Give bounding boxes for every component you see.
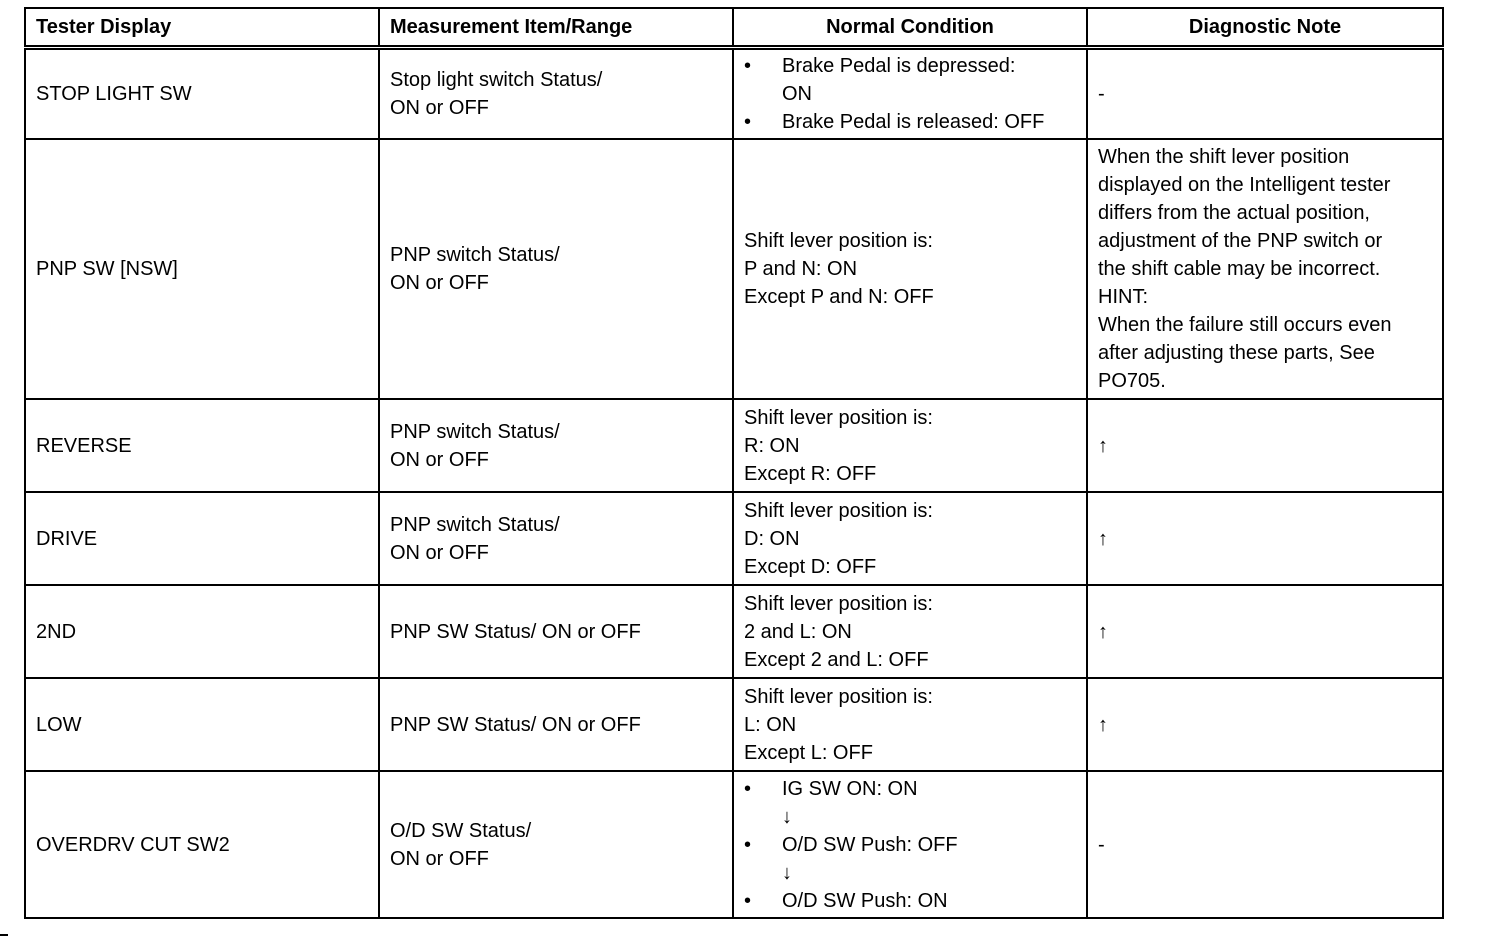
bullet-item [744,831,1076,859]
measurement-line: ON or OFF [390,272,489,294]
measurement-cell [379,492,733,585]
table-row [25,139,1443,399]
tester-display-cell: PNP SW [NSW] [25,139,379,399]
measurement-line: ON or OFF [390,448,489,471]
table-row [25,399,1443,492]
condition-line: IG SW ON: ON [782,777,918,800]
measurement-line: PNP switch Status/ [390,420,560,443]
bullet-icon: • [744,111,752,133]
condition-line: Except P and N: OFF [744,286,934,308]
condition-line: ON [782,83,812,105]
condition-line: Shift lever position is: [744,592,933,615]
condition-line: Shift lever position is: [744,685,933,708]
measurement-cell [379,771,733,918]
table-row [25,585,1443,678]
condition-line: D: ON [744,527,800,550]
measurement-line: ON or OFF [390,541,489,564]
measurement-cell [379,678,733,771]
arrow-down-icon: ↓ [782,861,792,884]
condition-line: Except 2 and L: OFF [744,648,929,671]
diagnostic-note-cell: - [1087,48,1443,140]
measurement-line: O/D SW Status/ [390,819,532,842]
note-line: after adjusting these parts, See [1098,342,1375,364]
note-line: displayed on the Intelligent tester [1098,174,1391,196]
measurement-line: PNP switch Status/ [390,244,560,266]
diagnostic-note-cell [1087,585,1443,678]
table-row [25,492,1443,585]
note-line: the shift cable may be incorrect. [1098,258,1381,280]
tester-display-cell: 2ND [25,585,379,678]
note-line: PO705. [1098,370,1166,392]
header-diagnostic-note: Diagnostic Note [1087,8,1443,48]
note-hint-label: HINT: [1098,286,1148,308]
condition-line: Brake Pedal is depressed: [782,55,1016,77]
page-corner-mark [0,934,8,936]
condition-line: O/D SW Push: OFF [782,833,958,856]
header-tester-display: Tester Display [25,8,379,48]
arrow-down-icon: ↓ [782,805,792,828]
measurement-line: ON or OFF [390,847,489,870]
bullet-item [744,108,1076,136]
bullet-icon: • [744,889,752,912]
diagnostic-table [24,7,1444,919]
bullet-icon: • [744,833,752,856]
condition-line: Shift lever position is: [744,230,933,252]
condition-line: Shift lever position is: [744,406,933,429]
ditto-arrow-up-icon: ↑ [1098,620,1108,643]
normal-condition-cell [733,492,1087,585]
condition-line: Except L: OFF [744,741,873,764]
note-line: When the failure still occurs even [1098,314,1392,336]
diagnostic-note-cell [1087,678,1443,771]
diagnostic-note-cell [1087,492,1443,585]
tester-display-cell: REVERSE [25,399,379,492]
normal-condition-cell [733,585,1087,678]
bullet-item [744,887,1076,915]
bullet-item [744,52,1076,108]
measurement-line: ON or OFF [390,97,489,119]
bullet-icon: • [744,55,752,77]
condition-line: Except R: OFF [744,462,877,485]
header-normal-condition: Normal Condition [733,8,1087,48]
measurement-cell [379,399,733,492]
header-row [25,8,1443,48]
measurement-line: PNP SW Status/ ON or OFF [390,620,641,643]
normal-condition-cell [733,139,1087,399]
tester-display-cell: DRIVE [25,492,379,585]
note-line: differs from the actual position, [1098,202,1370,224]
normal-condition-cell [733,678,1087,771]
condition-line: R: ON [744,434,800,457]
measurement-cell [379,139,733,399]
header-measurement-item: Measurement Item/Range [379,8,733,48]
table-row [25,771,1443,918]
note-line: When the shift lever position [1098,146,1350,168]
diagnostic-note-cell [1087,139,1443,399]
bullet-icon: • [744,777,752,800]
normal-condition-cell [733,771,1087,918]
condition-line: P and N: ON [744,258,858,280]
tester-display-cell: LOW [25,678,379,771]
note-line: adjustment of the PNP switch or [1098,230,1383,252]
ditto-arrow-up-icon: ↑ [1098,434,1108,457]
diagnostic-note-cell: - [1087,771,1443,918]
table-row [25,678,1443,771]
condition-line: Brake Pedal is released: OFF [782,111,1045,133]
measurement-line: PNP SW Status/ ON or OFF [390,713,641,736]
measurement-line: Stop light switch Status/ [390,69,603,91]
normal-condition-cell [733,48,1087,140]
ditto-arrow-up-icon: ↑ [1098,713,1108,736]
bullet-item [744,775,1076,803]
diagnostic-note-cell [1087,399,1443,492]
condition-line: L: ON [744,713,797,736]
measurement-cell [379,585,733,678]
measurement-line: PNP switch Status/ [390,513,560,536]
table-row [25,48,1443,140]
measurement-cell [379,48,733,140]
tester-display-cell: OVERDRV CUT SW2 [25,771,379,918]
ditto-arrow-up-icon: ↑ [1098,527,1108,550]
condition-line: 2 and L: ON [744,620,852,643]
tester-display-cell: STOP LIGHT SW [25,48,379,140]
condition-line: O/D SW Push: ON [782,889,948,912]
normal-condition-cell [733,399,1087,492]
condition-line: Except D: OFF [744,555,877,578]
condition-line: Shift lever position is: [744,499,933,522]
